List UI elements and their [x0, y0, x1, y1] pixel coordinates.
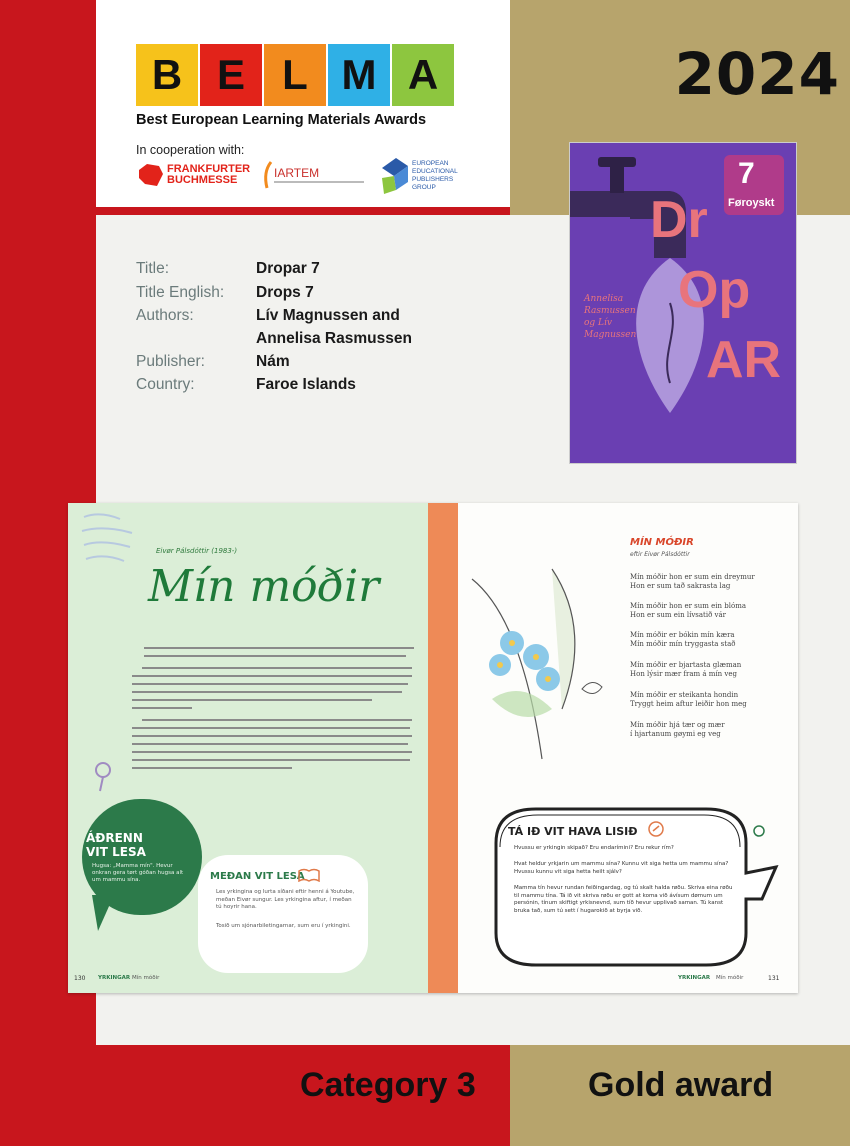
- left-footer-title: Mín móðir: [132, 975, 160, 981]
- poem-line: Mín móðir hon er sum ein dreymur: [630, 573, 755, 581]
- belma-letter-a: A: [392, 44, 454, 106]
- eepg-line-2: EDUCATIONAL: [412, 168, 458, 175]
- poem-title: MÍN MÓÐIR: [630, 537, 694, 548]
- poem-line: Hon er sum tað sakrasta lag: [630, 582, 731, 590]
- poem-line: Tryggt heim aftur leiðir hon meg: [630, 700, 747, 708]
- ornament-icon: [752, 823, 766, 842]
- belma-letter-e: E: [200, 44, 262, 106]
- poem-line: Mín móðir er steikanta hondin: [630, 691, 739, 699]
- book-cover: [570, 143, 796, 463]
- iartem-tagline: [274, 181, 364, 183]
- before-reading-heading-1: ÁÐRENN: [86, 831, 143, 845]
- eepg-logo-text: [412, 160, 458, 192]
- before-reading-heading-2: VIT LESA: [86, 845, 146, 859]
- while-reading-bullet-2: Tosið um sjónarbiletingarnar, sum eru í yrkingini.: [216, 923, 351, 929]
- frankfurt-logo-icon: [137, 162, 165, 192]
- info-value-title: Dropar 7: [256, 260, 320, 277]
- belma-letter-l: L: [264, 44, 326, 106]
- cover-author-line-4: Magnussen: [584, 330, 637, 340]
- iartem-logo-text: IARTEM: [274, 166, 320, 180]
- left-page-number: 130: [74, 975, 86, 982]
- intro-paragraph: [132, 643, 422, 788]
- flower-doodle-icon: [88, 755, 118, 799]
- poem-line: í hjartanum gøymi eg veg: [630, 730, 721, 738]
- after-reading-bullet-3: Mamma tín hevur rundan feiðingardag, og tú skalt halda røðu. Skriva eina røðu til mammu tína. Tá ið vit skriva røðu er gott at koma við ávísum dømum um persónin, tínum skiftigt yrkisnevnd, sum tíð hevur upplivað saman. Tú kanst bruka tað, sum tú sett í hugarokið at byrja við.: [514, 885, 733, 914]
- poem-line: Mín móðir er bjartasta glæman: [630, 661, 742, 669]
- book-spread: [68, 503, 798, 993]
- poem-line: Mín móðir hjá tær og mær: [630, 721, 725, 729]
- cover-title-line-2: Op: [678, 261, 751, 319]
- info-label-title-english: Title English:: [136, 284, 225, 301]
- cover-subject: Føroyskt: [728, 197, 775, 209]
- after-reading-heading: TÁ IÐ VIT HAVA LISIÐ: [508, 825, 638, 838]
- right-page-number: 131: [768, 975, 780, 982]
- eepg-logo-icon: [380, 156, 410, 204]
- cover-author-line-1: Annelisa: [584, 294, 624, 304]
- iartem-logo-icon: [261, 160, 275, 194]
- while-reading-heading: MEÐAN VIT LESA: [210, 871, 305, 882]
- left-footer-label: YRKINGAR: [98, 975, 131, 981]
- info-label-title: Title:: [136, 260, 170, 277]
- forget-me-not-illustration: [452, 559, 612, 773]
- belma-letter-m: M: [328, 44, 390, 106]
- handwriting-decoration: [80, 507, 140, 591]
- cover-title-line-3: AR: [706, 331, 782, 389]
- header-divider: [96, 207, 510, 215]
- right-footer-label: YRKINGAR: [678, 975, 711, 981]
- info-value-authors-2: Annelisa Rasmussen: [256, 330, 412, 347]
- poem-line: Mín móðir hon er sum ein blóma: [630, 602, 747, 610]
- frankfurt-line-2: BUCHMESSE: [167, 174, 238, 186]
- award-label: Gold award: [588, 1066, 774, 1104]
- cover-title-line-1: Dr: [650, 191, 708, 249]
- eepg-line-4: GROUP: [412, 184, 436, 191]
- cover-author-line-2: Rasmussen: [584, 306, 636, 316]
- poem-line: Hon er sum ein lívsatið vár: [630, 611, 727, 619]
- callout-tail: [88, 895, 118, 939]
- after-reading-bullet-2: Hvat heldur yrkjarin um mammu sína? Kunnu vit siga hetta um mammu sína? Hvussu kunnu vit siga hetta heilt sjálv?: [514, 861, 729, 875]
- poem-line: Hon lýsir mær fram á mín veg: [630, 670, 737, 678]
- frankfurt-logo-text: [167, 164, 250, 186]
- category-label: Category 3: [300, 1066, 476, 1104]
- poet-byline: Eivør Pálsdóttir (1983-): [156, 547, 238, 555]
- cover-title: [650, 185, 781, 395]
- poem-byline: eftir Eivør Pálsdóttir: [630, 551, 690, 558]
- info-value-country: Faroe Islands: [256, 376, 356, 393]
- cover-author-line-3: og Lív: [584, 318, 612, 328]
- info-value-authors-1: Lív Magnussen and: [256, 307, 400, 324]
- before-reading-heading: [86, 831, 146, 859]
- cooperation-label: In cooperation with:: [136, 143, 245, 157]
- pen-icon: [648, 821, 664, 841]
- belma-subtitle: Best European Learning Materials Awards: [136, 112, 427, 128]
- poem-line: Mín móðir mín tryggasta stað: [630, 640, 736, 648]
- info-label-country: Country:: [136, 376, 195, 393]
- poem-page-title: Mín móðir: [148, 561, 380, 612]
- info-value-publisher: Nám: [256, 353, 290, 370]
- poem-line: Mín móðir er bókin mín kæra: [630, 631, 735, 639]
- after-reading-bullet-1: Hvussu er yrkingin skipað? Eru endarímini? Eru rekur rím?: [514, 845, 674, 851]
- info-label-authors: Authors:: [136, 307, 194, 324]
- before-reading-text: Hugsa: „Mamma mín". Hevur onkran gera tørt góðan hugsa alt um mammu sína.: [92, 863, 184, 883]
- grade-number: 7: [738, 157, 755, 190]
- award-year: 2024: [674, 40, 840, 108]
- while-reading-bullet-1: Les yrkingina og lurta síðani eftir henni á Youtube, meðan Eivør sungur. Les yrkingina aftur, í meðan tú hoyrir hana.: [216, 889, 355, 910]
- eepg-line-1: EUROPEAN: [412, 160, 449, 167]
- info-value-title-english: Drops 7: [256, 284, 314, 301]
- eepg-line-3: PUBLISHERS: [412, 176, 454, 183]
- belma-letter-b: B: [136, 44, 198, 106]
- open-book-icon: [298, 867, 320, 886]
- frankfurt-line-1: FRANKFURTER: [167, 163, 251, 175]
- info-label-publisher: Publisher:: [136, 353, 205, 370]
- cover-authors: [584, 293, 636, 341]
- right-footer-title: Mín móðir: [716, 975, 744, 981]
